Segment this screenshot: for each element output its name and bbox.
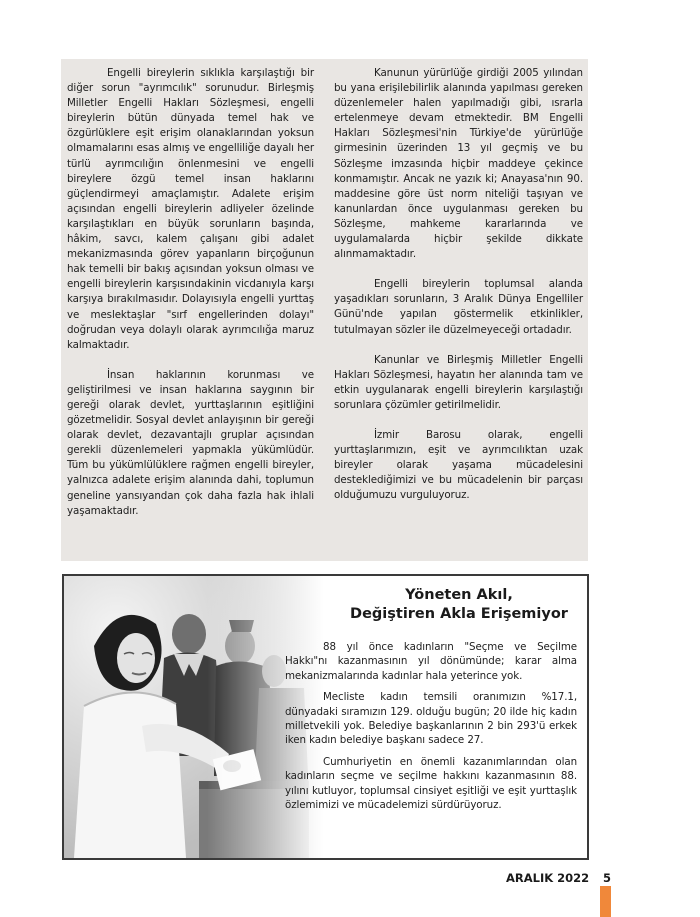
sidebar-box [62, 574, 589, 860]
right-paragraph-2: Engelli bireylerin toplumsal alanda yaşadıkları sorunların, 3 Aralık Dünya Engelliler Günü'nde yapılan göstermelik etkinlikler, tutulmayan sözler ile düzelmeyeceği ortadadır. [334, 278, 583, 336]
right-paragraph-3: Kanunlar ve Birleşmiş Milletler Engelli Hakları Sözleşmesi, hayatın her alanında tam ve etkin uygulanarak engelli bireylerin karşılaştığı sorunlara çözümler getirilmelidir. [334, 353, 583, 411]
right-paragraph-1: Kanunun yürürlüğe girdiği 2005 yılından bu yana erişilebilirlik alanında yapılması gereken düzenlemeler halen yapılmadığı gibi, ısrarla ertelenmeye devam etmektedir. BM Engelli Hakları Sözleşmesi'nin Türkiye'de yürürlüğe girmesinin üzerinden 13 yıl geçmiş ve bu Sözleşme imzasında hiçbir maddeye çekince konmamıştır. Ancak ne yazık ki; Anayasa'nın 90. maddesine göre üst norm niteliği taşıyan ve kanunlardan önce uygulanması gereken bu Sözleşme, mahkeme kararlarında ve uygulamalarda hiçbir şekilde dikkate alınmamaktadır. [334, 67, 583, 261]
box-paragraph-1: 88 yıl önce kadınların "Seçme ve Seçilme Hakkı"nı kazanmasının yıl dönümünde; karar alma mekanizmalarında kadınlar hala yeterince yok. [285, 641, 577, 682]
page-number: 5 [603, 871, 612, 885]
box-paragraph-2: Mecliste kadın temsili oranımızın %17.1, dünyadaki sıramızın 129. olduğu bugün; 20 ilde hiç kadın milletvekili yok. Belediye başkanlarının 2 bin 293'ü erkek iken kadın belediye başkanı sadece 27. [285, 691, 577, 747]
box-title-line-1: Yöneten Akıl, [405, 587, 513, 603]
box-title [339, 586, 579, 624]
left-paragraph-1: Engelli bireylerin sıklıkla karşılaştığı bir diğer sorun "ayrımcılık" sorunudur. Birleşmiş Milletler Engelli Hakları Sözleşmesi, engelli bireylerin bütün dünyada temel hak ve özgürlüklere eşit erişim olanaklarından yoksun olmamalarını esas almış ve engelliliğe dayalı her türlü ayrımcılığın önlenmesini ve engelli bireylere özgü temel insan haklarını güçlendirmeyi amaçlamıştır. Adalete erişim açısından engelli bireylerin adliyeler özelinde karşılaştıkları en büyük sorunların başında, hâkim, savcı, kalem çalışanı gibi adalet mekanizmasında görev yapanların birçoğunun hak temelli bir bakış açısından yoksun olması ve engelli bireylerin karşısındakinin vicdanıyla karşı karşıya bırakılmasıdır. Dolayısıyla engelli yurttaş ve meslektaşlar "sırf engellerinden dolayı" doğrudan veya dolaylı olarak ayrımcılığa maruz kalmaktadır. [67, 67, 314, 351]
box-title-line-2: Değiştiren Akla Erişemiyor [350, 606, 568, 622]
box-paragraph-3: Cumhuriyetin en önemli kazanımlarından olan kadınların seçme ve seçilme hakkını kazanmasının 88. yılını kutluyor, toplumsal cinsiyet eşitliği ve eşit yurttaşlık özlemimizi ve mücadelemizi sürdürüyoruz. [285, 755, 577, 812]
accent-bar [600, 886, 611, 917]
left-paragraph-2: İnsan haklarının korunması ve geliştirilmesi ve insan haklarına saygının bir gereği olarak devlet, yurttaşlarının eşitliğini gözetmelidir. Sosyal devlet anlayışının bir gereği olarak devlet, dezavantajlı gruplar açısından gerekli düzenlemeleri yapmakla yükümlüdür. Tüm bu yükümlülüklere rağmen engelli bireyler, yalnızca adalete erişim alanında dahi, toplumun geneline yansıyandan çok daha fazla hak ihlali yaşamaktadır. [67, 368, 314, 517]
footer-date: ARALIK 2022 [506, 871, 590, 885]
box-text [285, 640, 577, 819]
article-right-column [334, 66, 583, 503]
right-paragraph-4: İzmir Barosu olarak, engelli yurttaşlarımızın, eşit ve ayrımcılıktan uzak bireyler olarak yaşama mücadelesini desteklediğimizi ve bu mücadelenin bir parçası olduğumuzu vurguluyoruz. [334, 428, 583, 502]
article-left-column [67, 66, 314, 519]
